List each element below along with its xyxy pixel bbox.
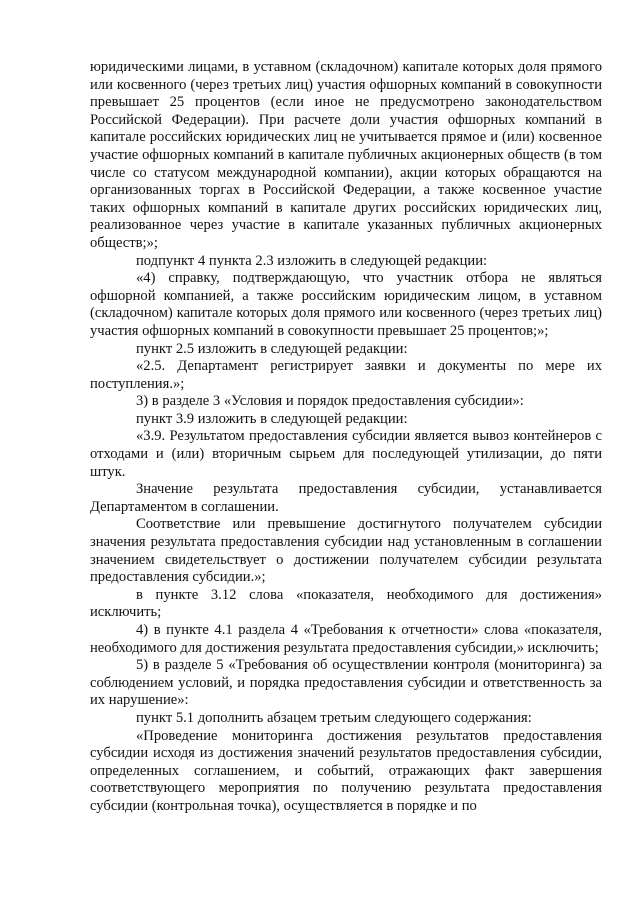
paragraph-section-4: 4) в пункте 4.1 раздела 4 «Требования к отчетности» слова «показателя, необходимого для достижения результата предоставления субсидии,» исключить; [90,622,602,656]
paragraph-result-value: Значение результата предоставления субсидии, устанавливается Департаментом в соглашении. [90,481,602,515]
paragraph-monitoring: «Проведение мониторинга достижения результатов предоставления субсидии исходя из достижения значений результатов предоставления субсидии, определенных соглашением, и событий, отражающих факт завершения соответствующего мероприятия по получению результата предоставления субсидии (контрольная точка), осуществляется в порядке и по [90,727,602,814]
paragraph-2-5-text: «2.5. Департамент регистрирует заявки и документы по мере их поступления.»; [90,358,602,392]
paragraph-3-9-text: «3.9. Результатом предоставления субсидии является вывоз контейнеров с отходами и (или) вторичным сырьем для последующей утилизации, до пяти штук. [90,428,602,480]
document-page [90,59,602,816]
paragraph-result-achievement: Соответствие или превышение достигнутого получателем субсидии значения результата предоставления субсидии над установленным в соглашении значением свидетельствует о достижении получателем субсидии результата предоставления субсидии.»; [90,516,602,586]
paragraph-item-3-9: пункт 3.9 изложить в следующей редакции: [136,410,408,427]
paragraph-item-2-5: пункт 2.5 изложить в следующей редакции: [136,340,408,357]
paragraph-section-5: 5) в разделе 5 «Требования об осуществлении контроля (мониторинга) за соблюдением условий, и порядка предоставления субсидии и ответственность за их нарушение»: [90,657,602,709]
paragraph-item-5-1: пункт 5.1 дополнить абзацем третьим следующего содержания: [136,709,532,726]
paragraph-certificate: «4) справку, подтверждающую, что участник отбора не являться офшорной компанией, а также российским юридическим лицом, в уставном (складочном) капитале которых доля прямого или косвенного (через третьих лиц) участия офшорных компаний в совокупности превышает 25 процентов;»; [90,270,602,339]
paragraph-subitem-4-item-2-3: подпункт 4 пункта 2.3 изложить в следующей редакции: [136,252,488,269]
paragraph-item-3-12: в пункте 3.12 слова «показателя, необходимого для достижения» исключить; [90,586,602,621]
paragraph-offshore-companies: юридическими лицами, в уставном (складочном) капитале которых доля прямого или косвенного (через третьих лиц) участия офшорных компаний в совокупности превышает 25 процентов (если иное не предусмотрено законодательством Российской Федерации). При расчете доли участия офшорных компаний в капитале российских юридических лиц не учитывается прямое и (или) косвенное участие офшорных компаний в капитале публичных акционерных обществ (в том числе со статусом международной компании), акции которых обращаются на организованных торгах в Российской Федерации, а также косвенное участие таких офшорных компаний в капитале других российских юридических лиц, реализованное через участие в капитале указанных публичных акционерных обществ;»; [90,59,602,251]
paragraph-section-3: 3) в разделе 3 «Условия и порядок предоставления субсидии»: [136,393,524,410]
